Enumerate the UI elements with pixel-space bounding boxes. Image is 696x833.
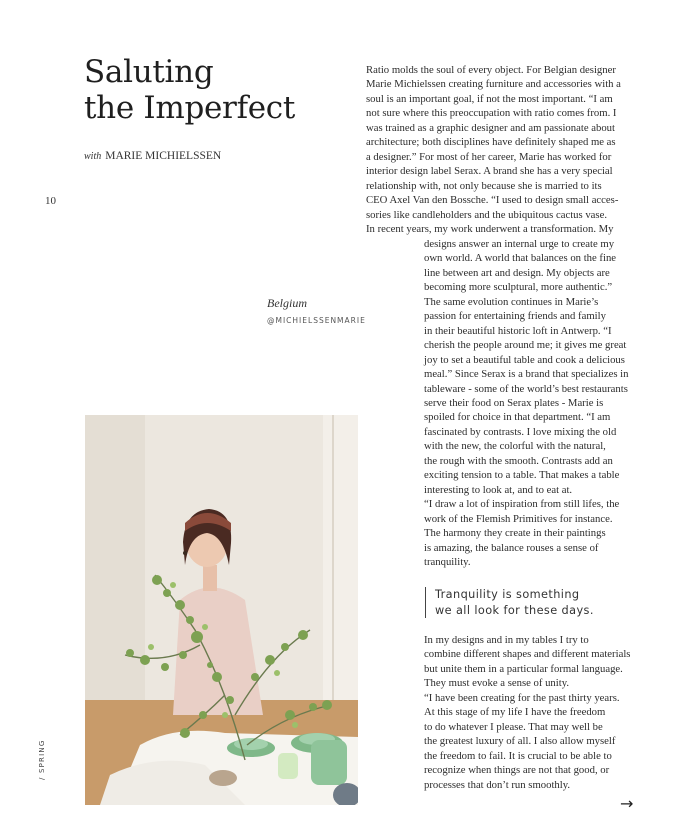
byline <box>84 150 221 162</box>
body-text-line: not sure where this preoccupation with ratio comes from. I <box>366 107 617 120</box>
next-page-arrow-icon[interactable]: → <box>620 794 634 813</box>
title-line-2: the Imperfect <box>84 90 296 126</box>
body-text-line: tableware - some of the world’s best restaurants <box>424 382 628 395</box>
body-text-line: At this stage of my life I have the freedom <box>424 706 606 719</box>
body-text-line: a designer.” For most of her career, Marie has worked for <box>366 150 612 163</box>
body-text-line: Marie Michielssen creating furniture and accessories with a <box>366 78 621 91</box>
body-text-line: In my designs and in my tables I try to <box>424 634 589 646</box>
body-text-line: spoiled for choice in that department. “I am <box>424 411 611 424</box>
body-text-line: own world. A world that balances on the fine <box>424 252 617 265</box>
body-text-line: Ratio molds the soul of every object. For Belgian designer <box>366 64 616 76</box>
body-column-bottom <box>424 633 646 792</box>
location-country: Belgium <box>267 296 307 310</box>
body-text-line: passion for entertaining friends and family <box>424 310 606 323</box>
body-text-line: The harmony they create in their paintings <box>424 527 606 540</box>
body-text-line: tranquility. <box>424 555 471 568</box>
body-text-line: interior design label Serax. A brand she has a very special <box>366 165 613 178</box>
body-text-line: “I draw a lot of inspiration from still lifes, the <box>424 498 620 511</box>
body-text-line: architecture; both disciplines have definitely shaped me as <box>366 136 616 149</box>
instagram-handle: @MICHIELSSENMARIE <box>267 316 366 325</box>
body-text-line: to do whatever I please. That may well be <box>424 720 603 733</box>
body-text-line: They must evoke a sense of unity. <box>424 677 570 690</box>
body-text-line: “I have been creating for the past thirty years. <box>424 691 620 704</box>
pull-quote-line: we all look for these days. <box>435 603 594 617</box>
body-text-line: but unite them in a particular formal language. <box>424 662 623 675</box>
body-text-line: becoming more sculptural, more authentic.” <box>424 281 613 294</box>
article-title <box>84 54 295 126</box>
body-text-line: In recent years, my work underwent a transformation. My <box>366 222 614 235</box>
body-text-line: serve their food on Serax plates - Marie is <box>424 396 604 409</box>
body-text-line: fascinated by contrasts. I love mixing the old <box>424 425 617 438</box>
body-text-line: was trained as a graphic designer and am passionate about <box>366 121 615 134</box>
body-column-middle <box>424 237 646 569</box>
body-text-line: sories like candleholders and the ubiquitous cactus vase. <box>366 208 607 221</box>
body-text-line: the rough with the smooth. Contrasts add an <box>424 454 613 467</box>
title-line-1: Saluting <box>84 54 214 90</box>
pull-quote-line: Tranquility is something <box>435 588 580 601</box>
location-block <box>267 296 366 325</box>
body-text-line: the greatest luxury of all. I also allow myself <box>424 735 616 748</box>
body-text-line: The same evolution continues in Marie’s <box>424 295 599 308</box>
body-text-line: recognize when things are not that good, or <box>424 764 610 777</box>
byline-name: MARIE MICHIELSSEN <box>105 150 222 162</box>
body-text-line: meal.” Since Serax is a brand that specializes in <box>424 368 629 381</box>
body-text-line: the freedom to fail. It is crucial to be able to <box>424 749 612 762</box>
byline-prefix: with <box>84 151 102 162</box>
body-text-line: soul is an important goal, if not the most important. “I am <box>366 92 613 105</box>
body-text-line: joy to set a beautiful table and cook a delicious <box>424 353 625 366</box>
body-text-line: relationship with, not only because she is married to its <box>366 179 602 192</box>
body-column-top <box>366 63 638 236</box>
body-text-line: with the new, the colorful with the natural, <box>424 440 606 453</box>
body-text-line: interesting to look at, and to eat at. <box>424 483 573 496</box>
body-text-line: designs answer an internal urge to create my <box>424 238 615 250</box>
portrait-photo <box>85 415 358 805</box>
pull-quote <box>425 587 594 618</box>
body-text-line: CEO Axel Van den Bossche. “I used to design small acces- <box>366 194 619 207</box>
body-text-line: line between art and design. My objects are <box>424 266 610 279</box>
body-text-line: combine different shapes and different materials <box>424 648 631 661</box>
body-text-line: is amazing, the balance rouses a sense of <box>424 541 599 554</box>
body-text-line: processes that don’t run smoothly. <box>424 778 571 791</box>
section-label: / SPRING <box>38 739 46 780</box>
body-text-line: cherish the people around me; it gives me great <box>424 339 627 352</box>
page-number: 10 <box>45 195 56 207</box>
body-text-line: in their beautiful historic loft in Antwerp. “I <box>424 324 612 337</box>
body-text-line: work of the Flemish Primitives for instance. <box>424 512 613 525</box>
body-text-line: exciting tension to a table. That makes a table <box>424 469 620 482</box>
